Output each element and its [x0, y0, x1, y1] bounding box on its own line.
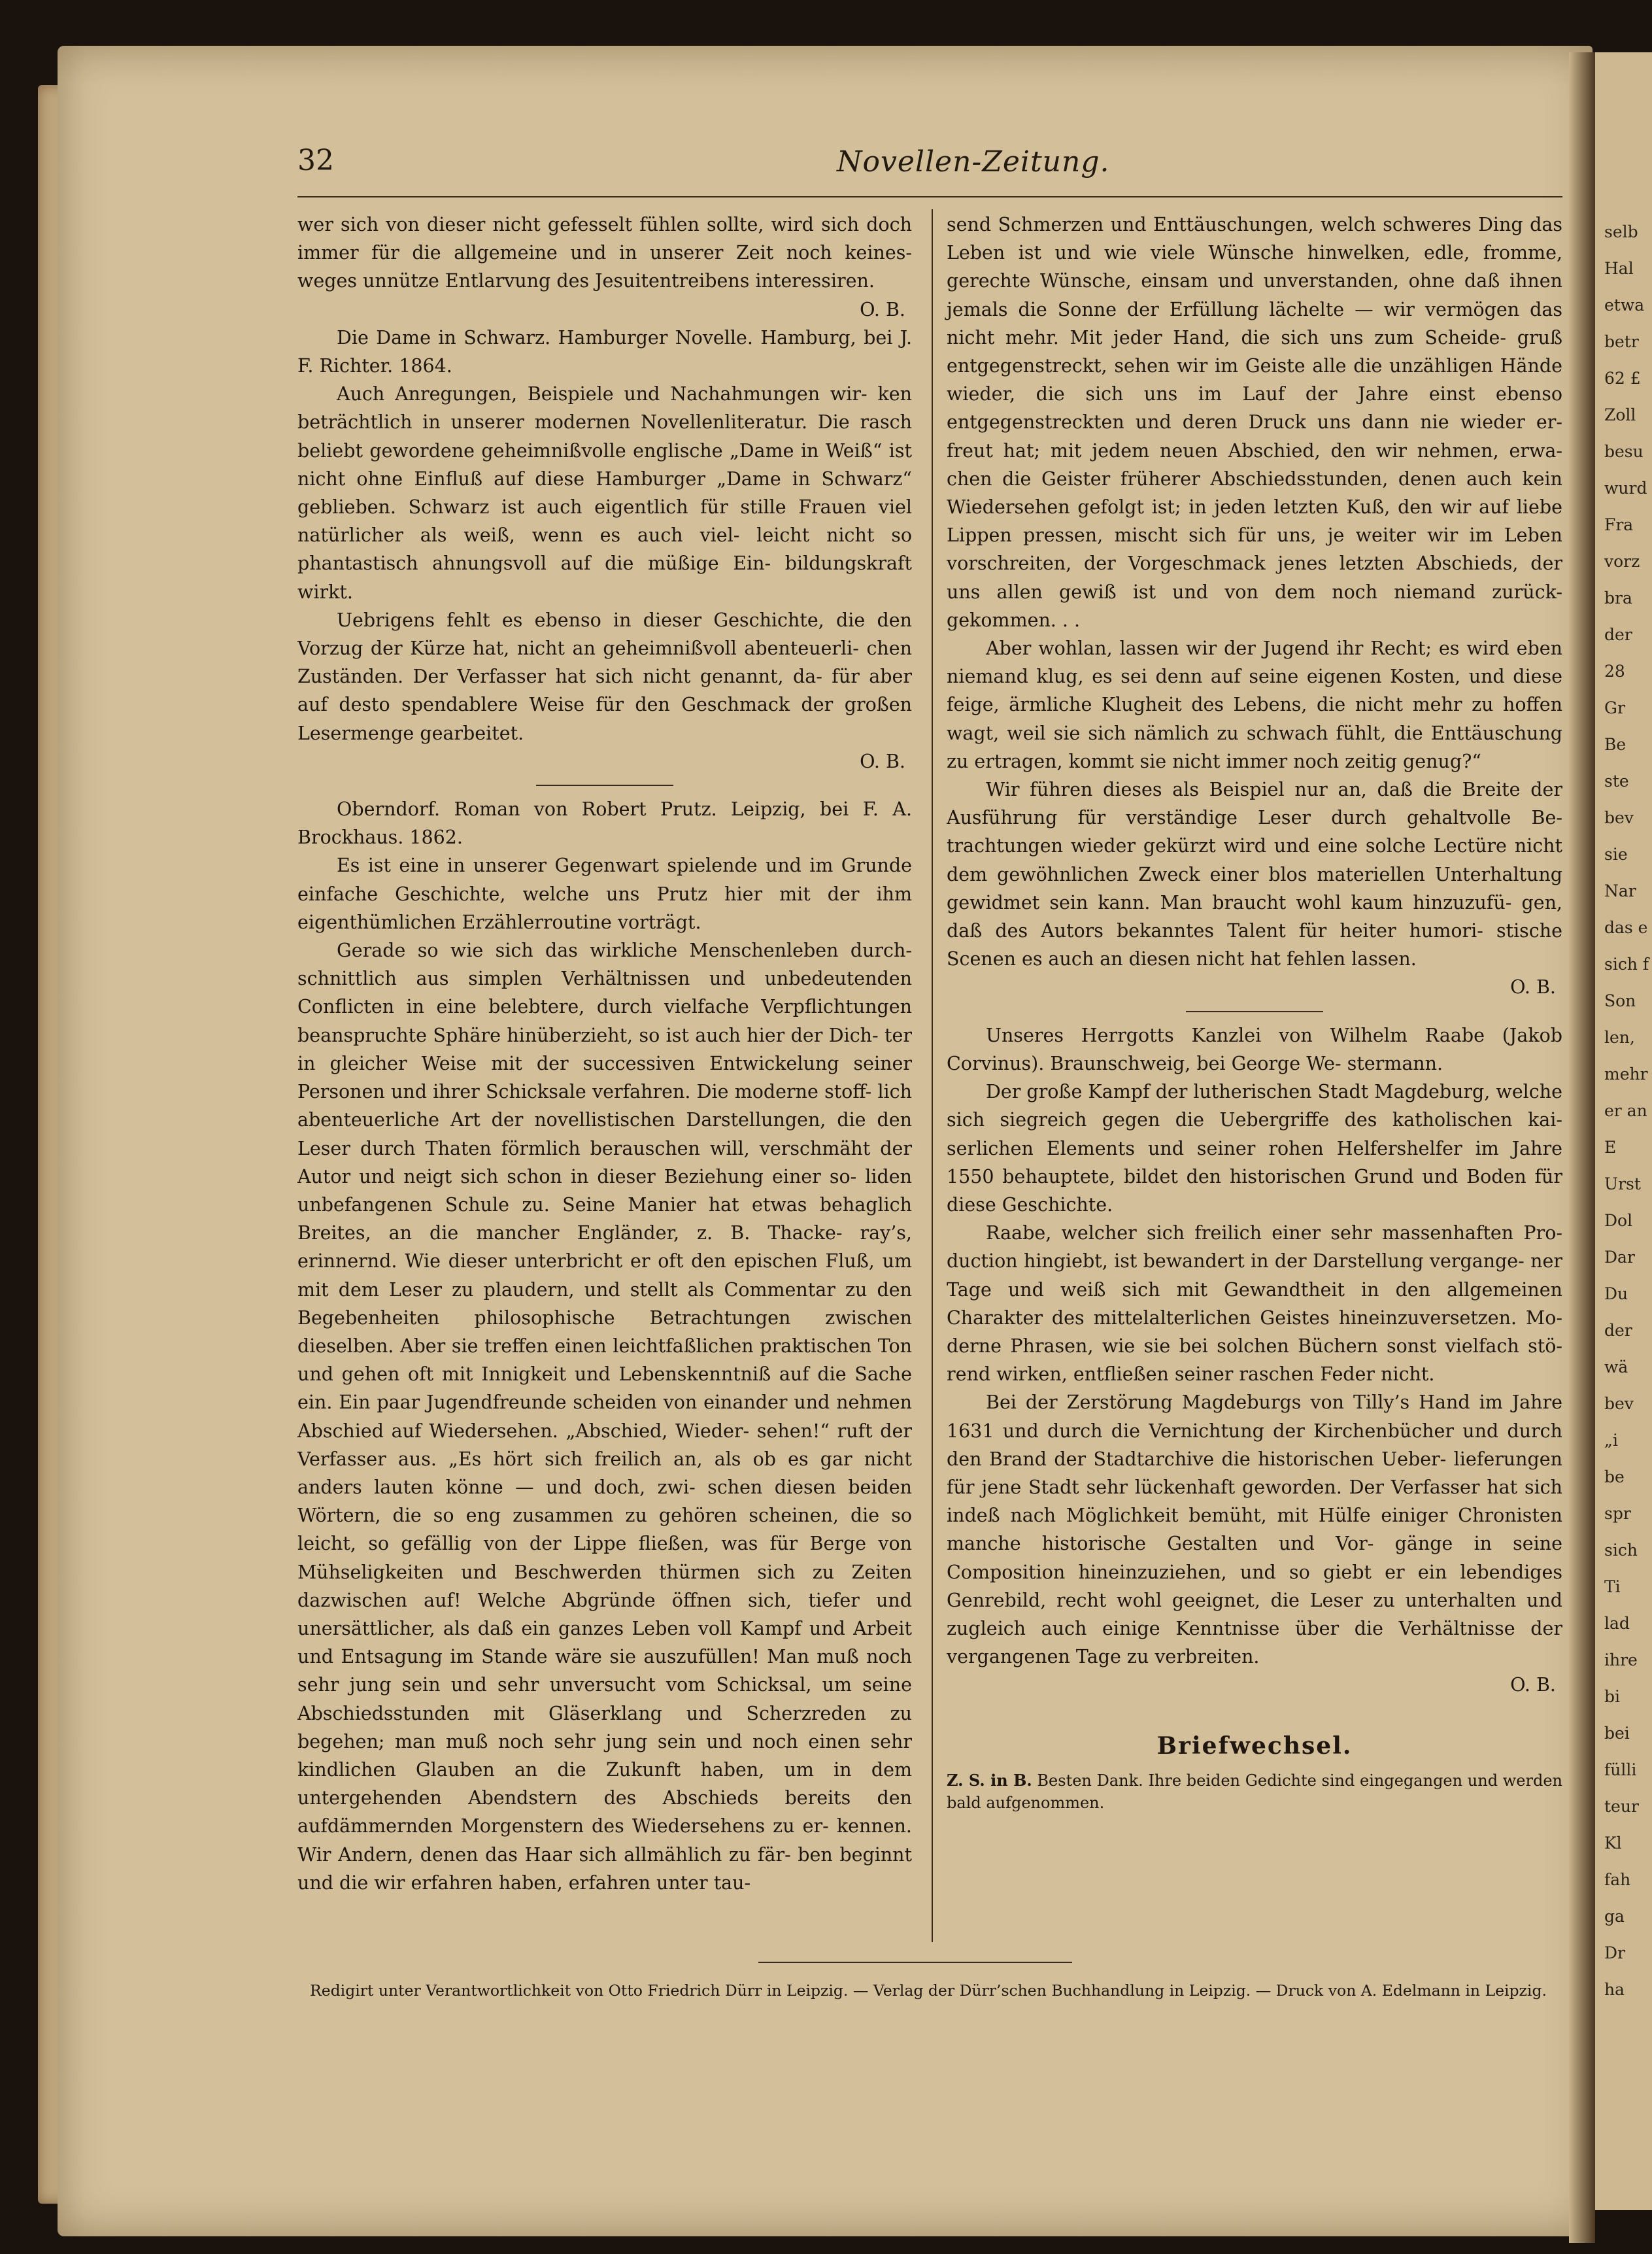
next-page-fragment: bev — [1604, 808, 1634, 827]
paragraph: Raabe, welcher sich freilich einer sehr massenhaften Pro- duction hingiebt, ist bewandert in der Darstellung vergange- ner Tage und weiß sich mit Gewandtheit in den allgemeinen Charakter des mittelalterlichen Geistes hineinzuversetzen. Mo- derne Phrasen, wie sie bei solchen Büchern sonst vielfach stö- rend wirken, entfließen seiner raschen Feder nicht. — [947, 1222, 1562, 1386]
next-page-fragment: selb — [1604, 222, 1638, 241]
next-page-fragment: bei — [1604, 1724, 1630, 1743]
briefwechsel-address: Z. S. in B. — [947, 1770, 1032, 1790]
paragraph: send Schmerzen und Enttäuschungen, welch schweres Ding das Leben ist und wie viele Wünsche hinwelken, edle, fromme, gerechte Wünsche, einsam und unverstanden, ohne daß ihnen jemals die Sonne der Erfüllung lächelte — wir vermögen das nicht mehr. Mit jeder Hand, die sich uns zum Scheide- gruß entgegenstreckt, sehen wir im Geiste alle die unzähligen Hände wieder, die sich uns im Lauf der Jahre einst ebenso entgegenstreckten und deren Druck uns dann nie wieder er- freut hat; mit jedem neuen Abschied, den wir nehmen, erwa- chen die Geister früherer Abschiedsstunden, denen auch kein Wiedersehen gefolgt ist; in jeden letzten Kuß, den wir auf liebe Lippen pressen, mischt sich für uns, je weiter wir im Leben vorschreiten, der Vorgeschmack jenes letzten Abschieds, der uns allen gewiß ist und von dem noch niemand zurück- gekommen. . . — [947, 214, 1562, 631]
briefwechsel-entry — [947, 1769, 1562, 1814]
next-page-fragment: wurd — [1604, 479, 1647, 498]
next-page-fragment: Zoll — [1604, 405, 1636, 424]
next-page-fragment: spr — [1604, 1504, 1631, 1523]
next-page-fragment: Gr — [1604, 698, 1625, 717]
review-title: Unseres Herrgotts Kanzlei von Wilhelm Raabe (Jakob Corvinus). Braunschweig, bei George We- stermann. — [947, 1024, 1562, 1074]
signature: O. B. — [860, 750, 905, 772]
paragraph: Uebrigens fehlt es ebenso in dieser Geschichte, die den Vorzug der Kürze hat, nicht an geheimnißvoll abenteuerli- chen Zuständen. Der Verfasser hat sich nicht genannt, da- für aber auf desto spendablere Weise für den Geschmack der großen Lesermenge gearbeitet. — [297, 609, 912, 744]
next-page-fragment: 28 — [1604, 662, 1625, 681]
next-page-fragment: Dol — [1604, 1211, 1633, 1230]
signature: O. B. — [1510, 976, 1556, 999]
next-page-fragment: sich — [1604, 1541, 1638, 1560]
next-page-fragment: lad — [1604, 1614, 1630, 1633]
next-page-fragment: bev — [1604, 1394, 1634, 1413]
book-gutter — [1569, 52, 1595, 2243]
next-page-fragment: Fra — [1604, 515, 1634, 534]
next-page-fragment: fülli — [1604, 1760, 1637, 1779]
column-divider — [932, 209, 933, 1942]
page-title: Novellen-Zeitung. — [837, 145, 1110, 179]
review-title: Die Dame in Schwarz. Hamburger Novelle. Hamburg, bei J. F. Richter. 1864. — [297, 326, 912, 377]
page-number: 32 — [297, 144, 334, 177]
next-page-fragment: er an — [1604, 1101, 1647, 1120]
next-page-fragment: etwa — [1604, 296, 1645, 315]
left-column — [297, 211, 912, 1897]
imprint-footer: Redigirt unter Verantwortlichkeit von Otto Friedrich Dürr in Leipzig. — Verlag der Dürr’schen Buchhandlung in Leipzig. — Druck von A. Edelmann in Leipzig. — [310, 1981, 1547, 2000]
next-page-strip — [1595, 52, 1652, 2210]
next-page-fragment: Urst — [1604, 1174, 1641, 1193]
next-page-fragment: E — [1604, 1138, 1617, 1157]
paragraph: Der große Kampf der lutherischen Stadt Magdeburg, welche sich siegreich gegen die Uebergriffe des katholischen kai- serlichen Elements und seiner rohen Helfershelfer im Jahre 1550 behauptete, bildet den historischen Grund und Boden für diese Geschichte. — [947, 1081, 1562, 1216]
paragraph: Gerade so wie sich das wirkliche Menschenleben durch- schnittlich aus simplen Verhältnissen und unbedeutenden Conflicten in eine belebtere, durch vielfache Verpflichtungen beanspruchte Sphäre hinüberzieht, so ist auch hier der Dich- ter in gleicher Weise mit der successiven Entwickelung seiner Personen und ihrer Schicksale verfahren. Die moderne stoff- lich abenteuerliche Art der novellistischen Darstellungen, die den Leser durch Thaten förmlich berauschen will, verschmäht der Autor und neigt sich schon in dieser Beziehung einer so- liden unbefangenen Schule zu. Seine Manier hat etwas behaglich Breites, an die mancher Engländer, z. B. Thacke- ray’s, erinnernd. Wie dieser unterbricht er oft den epischen Fluß, um mit dem Leser zu plaudern, und stellt als Commentar zu den Begebenheiten philosophische Betrachtungen zwischen dieselben. Aber sie treffen einen leichtfaßlichen praktischen Ton und gehen oft mit Innigkeit und Lebenskenntniß auf die Sache ein. Ein paar Jugendfreunde scheiden von einander und nehmen Abschied auf Wiedersehen. „Abschied, Wieder- sehen!“ ruft der Verfasser aus. „Es hört sich freilich an, als ob es gar nicht anders lauten könne — und doch, zwi- schen diesen beiden Wörtern, die so eng zusammen zu gehören scheinen, die so leicht, so gefällig von der Lippe fließen, was für Berge von Mühseligkeiten und Beschwerden thürmen sich zu Zeiten dazwischen auf! Welche Abgründe öffnen sich, tiefer und unersättlicher, als daß ein ganzes Leben voll Kampf und Arbeit und Entsagung im Stande wäre sie auszufüllen! Man muß noch sehr jung sein und sehr unversucht vom Schicksal, um seine Abschiedsstunden mit Gläserklang und Scherzreden zu begehen; man muß noch sehr jung sein und noch einen sehr kindlichen Glauben an die Zukunft haben, um in dem untergehenden Abendstern des Abschieds bereits den aufdämmernden Morgenstern des Wiedersehens zu er- kennen. Wir Andern, denen das Haar sich allmählich zu fär- ben beginnt und die wir erfahren haben, erfahren unter tau- — [297, 940, 912, 1894]
signature: O. B. — [860, 298, 905, 320]
next-page-fragment: „i — [1604, 1431, 1618, 1450]
next-page-fragment: ga — [1604, 1907, 1625, 1926]
next-page-fragment: 62 £ — [1604, 369, 1641, 388]
next-page-fragment: Be — [1604, 735, 1627, 754]
briefwechsel-text: Besten Dank. Ihre beiden Gedichte sind eingegangen und werden bald aufgenommen. — [947, 1771, 1562, 1812]
next-page-fragment: Kl — [1604, 1834, 1622, 1853]
next-page-fragment: ste — [1604, 772, 1629, 791]
paragraph: Aber wohlan, lassen wir der Jugend ihr Recht; es wird eben niemand klug, es sei denn auf seine eigenen Kosten, und diese feige, ärmliche Klugheit des Lebens, die nicht mehr zu hoffen wagt, weil sie sich nämlich zu schwach fühlt, die Enttäuschung zu ertragen, kommt sie nicht immer noch zeitig genug?“ — [947, 638, 1562, 772]
next-page-fragment: wä — [1604, 1358, 1628, 1376]
next-page-fragment: Son — [1604, 991, 1636, 1010]
header-rule — [297, 196, 1562, 197]
next-page-fragment: be — [1604, 1467, 1625, 1486]
next-page-fragment: sich f — [1604, 955, 1649, 974]
right-column — [947, 211, 1562, 1814]
section-rule — [536, 785, 673, 786]
next-page-fragment: der — [1604, 625, 1632, 644]
next-page-fragment: der — [1604, 1321, 1632, 1340]
next-page-fragment: besu — [1604, 442, 1644, 461]
next-page-fragment: Dr — [1604, 1943, 1625, 1962]
next-page-fragment: Dar — [1604, 1248, 1635, 1267]
next-page-fragment: ihre — [1604, 1650, 1638, 1669]
next-page-fragment: vorz — [1604, 552, 1640, 571]
next-page-fragment: das e — [1604, 918, 1648, 937]
next-page-fragment: Nar — [1604, 881, 1636, 900]
paragraph: Auch Anregungen, Beispiele und Nachahmungen wir- ken beträchtlich in unserer modernen Novellenliteratur. Die rasch beliebt gewordene geheimnißvolle englische „Dame in Weiß“ ist nicht ohne Einfluß auf diese Hamburger „Dame in Schwarz“ geblieben. Schwarz ist auch eigentlich für stille Frauen viel natürlicher als weiß, wenn es auch viel- leicht nicht so phantastisch ahnungsvoll auf die müßige Ein- bildungskraft wirkt. — [297, 383, 912, 603]
signature: O. B. — [1510, 1674, 1556, 1696]
next-page-fragment: betr — [1604, 332, 1639, 351]
paragraph: wer sich von dieser nicht gefesselt fühlen sollte, wird sich doch immer für die allgemeine und in unserer Zeit noch keines- weges unnütze Entlarvung des Jesuitentreibens interessiren. — [297, 214, 912, 292]
next-page-fragment: bi — [1604, 1687, 1620, 1706]
next-page-fragment: Ti — [1604, 1577, 1621, 1596]
section-rule — [1186, 1011, 1323, 1012]
next-page-fragment: fah — [1604, 1870, 1631, 1889]
paragraph: Wir führen dieses als Beispiel nur an, daß die Breite der Ausführung für verständige Leser durch gehaltvolle Be- trachtungen wieder gekürzt wird und eine solche Lectüre nicht dem gewöhnlichen Zweck einer blos materiellen Unterhaltung gewidmet sein kann. Man braucht wohl kaum hinzuzufü- gen, daß des Autors bekanntes Talent für heiter humori- stische Scenen es auch an diesen nicht hat fehlen lassen. — [947, 779, 1562, 970]
next-page-fragment: bra — [1604, 589, 1632, 607]
next-page-fragment: mehr — [1604, 1065, 1648, 1084]
next-page-fragment: teur — [1604, 1797, 1639, 1816]
footer-rule — [758, 1962, 1072, 1963]
next-page-fragment: ha — [1604, 1980, 1625, 1999]
next-page-fragment: sie — [1604, 845, 1628, 864]
next-page-fragment: Hal — [1604, 259, 1634, 278]
briefwechsel-heading: Briefwechsel. — [1156, 1732, 1353, 1760]
next-page-fragment: Du — [1604, 1284, 1628, 1303]
next-page-fragment: len, — [1604, 1028, 1635, 1047]
review-title: Oberndorf. Roman von Robert Prutz. Leipzig, bei F. A. Brockhaus. 1862. — [297, 798, 912, 849]
paragraph: Es ist eine in unserer Gegenwart spielende und im Grunde einfache Geschichte, welche uns Prutz hier mit der ihm eigenthümlichen Erzählerroutine vorträgt. — [297, 855, 912, 933]
paragraph: Bei der Zerstörung Magdeburgs von Tilly’s Hand im Jahre 1631 und durch die Vernichtung der Kirchenbücher und durch den Brand der Stadtarchive die historischen Ueber- lieferungen für jene Stadt sehr lückenhaft geworden. Der Verfasser hat sich indeß nach Möglichkeit bemüht, mit Hülfe einiger Chronisten manche historische Gestalten und Vor- gänge in seine Composition hineinzuziehen, und so giebt er ein lebendiges Genrebild, recht wohl geeignet, die Leser zu unterhalten und zugleich auch einige Kenntnisse über die Verhältnisse der vergangenen Tage zu verbreiten. — [947, 1392, 1562, 1668]
